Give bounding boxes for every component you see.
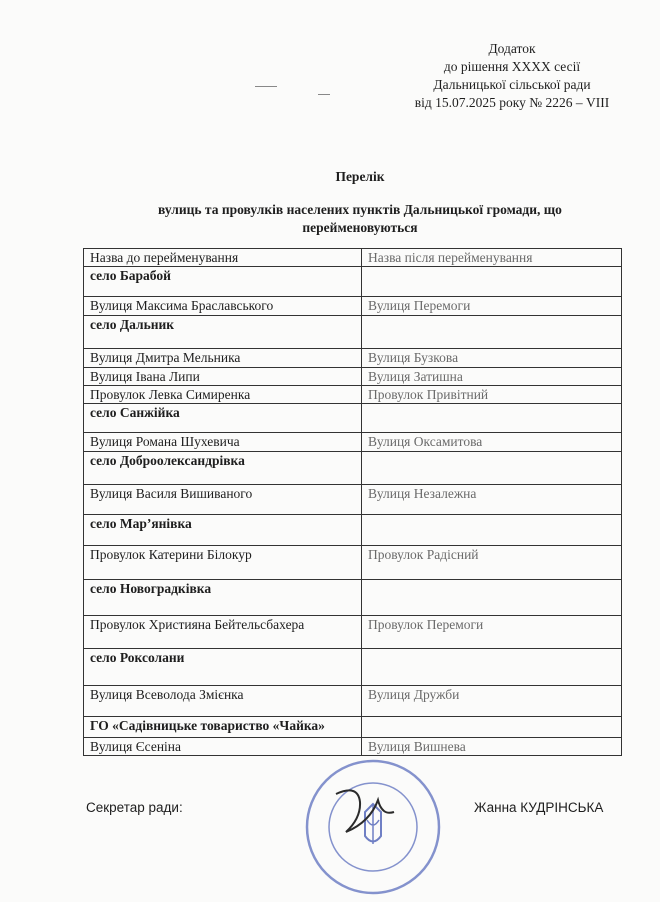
table-row: [84, 616, 622, 649]
village-row: [84, 580, 622, 616]
new-street-name: Вулиця Затишна: [362, 368, 622, 386]
old-street-name: Провулок Левка Симиренка: [84, 386, 362, 404]
old-street-name: Вулиця Максима Браславського: [84, 297, 362, 316]
village-row: [84, 404, 622, 433]
scan-mark: [318, 94, 330, 95]
village-name: село Новоградківка: [84, 580, 362, 616]
new-street-name: Провулок Перемоги: [362, 616, 622, 649]
table-row: [84, 297, 622, 316]
village-name: село Дальник: [84, 316, 362, 349]
village-row: [84, 316, 622, 349]
new-street-name: Вулиця Вишнева: [362, 738, 622, 756]
signature: [330, 782, 400, 842]
village-name: село Доброолександрівка: [84, 452, 362, 485]
village-row: [84, 452, 622, 485]
table-row: [84, 368, 622, 386]
new-street-name: Вулиця Оксамитова: [362, 433, 622, 452]
village-name: село Роксолани: [84, 649, 362, 686]
appendix-decision: до рішення ХХХХ сесії: [443, 59, 581, 74]
old-street-name: Провулок Катерини Білокур: [84, 546, 362, 580]
document-title: Перелік: [335, 169, 385, 184]
header-new-name: Назва після перейменування: [362, 249, 622, 267]
appendix-council: Дальницької сільської ради: [433, 77, 591, 92]
new-street-name: Вулиця Дружби: [362, 686, 622, 717]
new-street-name: Провулок Привітний: [362, 386, 622, 404]
document-subtitle-line2: перейменовуються: [302, 220, 418, 235]
new-street-name: Вулиця Перемоги: [362, 297, 622, 316]
signatory-name: Жанна КУДРІНСЬКА: [474, 800, 604, 815]
table-row: [84, 386, 622, 404]
village-row: [84, 515, 622, 546]
old-street-name: Вулиця Всеволода Змієнка: [84, 686, 362, 717]
secretary-label: Секретар ради:: [86, 800, 183, 815]
appendix-label: Додаток: [488, 41, 536, 56]
village-row: [84, 267, 622, 297]
table-header-row: [84, 249, 622, 267]
old-street-name: Вулиця Дмитра Мельника: [84, 349, 362, 368]
scan-mark: [255, 86, 277, 87]
village-row: [84, 717, 622, 738]
table-row: [84, 546, 622, 580]
appendix-date-number: від 15.07.2025 року № 2226 – VIII: [414, 95, 610, 110]
village-name: ГО «Садівницьке товариство «Чайка»: [84, 717, 362, 738]
new-street-name: Вулиця Незалежна: [362, 485, 622, 515]
village-row: [84, 649, 622, 686]
header-old-name: Назва до перейменування: [84, 249, 362, 267]
document-subtitle-line1: вулиць та провулків населених пунктів Дальницької громади, що: [158, 202, 562, 217]
renames-table: [83, 248, 622, 756]
village-name: село Санжійка: [84, 404, 362, 433]
new-street-name: Вулиця Бузкова: [362, 349, 622, 368]
old-street-name: Провулок Християна Бейтельсбахера: [84, 616, 362, 649]
old-street-name: Вулиця Василя Вишиваного: [84, 485, 362, 515]
table-row: [84, 686, 622, 717]
old-street-name: Вулиця Романа Шухевича: [84, 433, 362, 452]
appendix-block: [392, 40, 632, 112]
village-name: село Мар’янівка: [84, 515, 362, 546]
new-street-name: Провулок Радісний: [362, 546, 622, 580]
table-row: [84, 349, 622, 368]
old-street-name: Вулиця Єсеніна: [84, 738, 362, 756]
table-row: [84, 433, 622, 452]
old-street-name: Вулиця Івана Липи: [84, 368, 362, 386]
table-row: [84, 485, 622, 515]
village-name: село Барабой: [84, 267, 362, 297]
